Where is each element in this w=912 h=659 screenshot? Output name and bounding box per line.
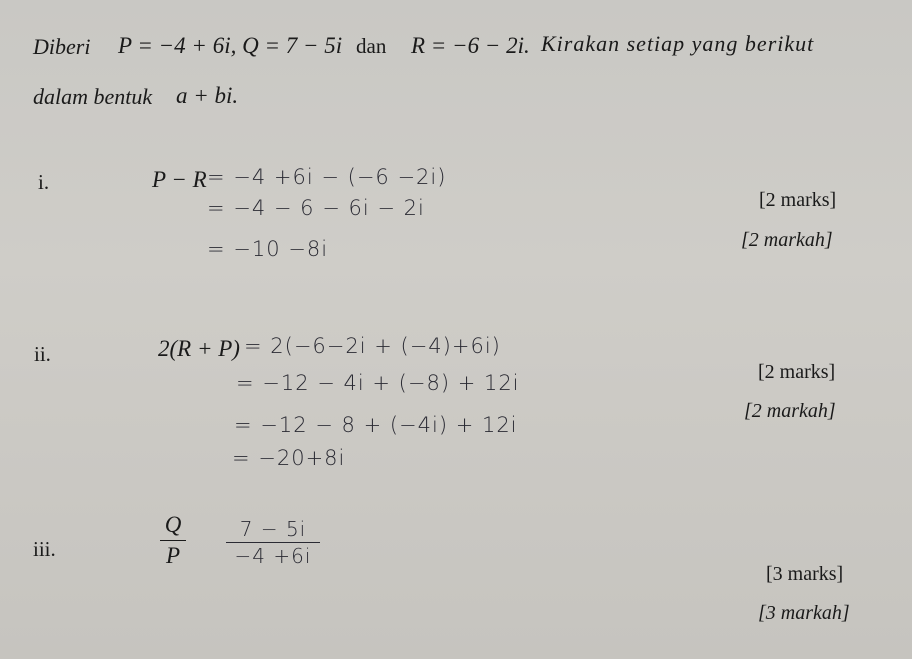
intro-instruction: Kirakan setiap yang berikut: [541, 31, 815, 56]
fraction-bar: [160, 540, 186, 541]
fraction-numerator: Q: [164, 512, 182, 537]
working-line: = −12 − 4i + (−8) + 12i: [236, 371, 520, 395]
question-expression: P − R: [152, 167, 207, 192]
intro-line2: dalam bentuk: [33, 84, 153, 109]
working-line: = −4 − 6 − 6i − 2i: [207, 196, 425, 220]
marks-english: [2 marks]: [759, 189, 837, 211]
fraction-denominator: P: [165, 543, 181, 568]
working-line: = −12 − 8 + (−4i) + 12i: [234, 413, 518, 437]
working-fraction-bar: [226, 542, 320, 543]
question-number: i.: [38, 170, 50, 194]
question-expression: 2(R + P): [158, 336, 240, 361]
working-fraction: [226, 517, 320, 568]
intro-expression-r: R = −6 − 2i.: [411, 33, 530, 58]
marks-malay: [2 markah]: [741, 229, 833, 251]
marks-malay: [2 markah]: [744, 400, 836, 422]
intro-and-word: dan: [356, 34, 387, 58]
working-line: = 2(−6−2i + (−4)+6i): [244, 334, 501, 358]
question-number: iii.: [33, 537, 56, 561]
marks-english: [2 marks]: [758, 361, 836, 383]
working-line: = −4 +6i − (−6 −2i): [207, 165, 447, 189]
question-number: ii.: [34, 342, 51, 366]
marks-malay: [3 markah]: [758, 602, 850, 624]
marks-english: [3 marks]: [766, 563, 844, 585]
working-numerator: 7 − 5i: [239, 517, 307, 541]
working-line: = −20+8i: [232, 446, 346, 470]
question-fraction: [160, 512, 186, 569]
intro-given-word: Diberi: [33, 34, 91, 59]
intro-expression-pq: P = −4 + 6i, Q = 7 − 5i: [118, 33, 343, 58]
intro-form: a + bi.: [176, 83, 239, 108]
working-line: = −10 −8i: [207, 237, 329, 261]
working-denominator: −4 +6i: [234, 544, 312, 568]
